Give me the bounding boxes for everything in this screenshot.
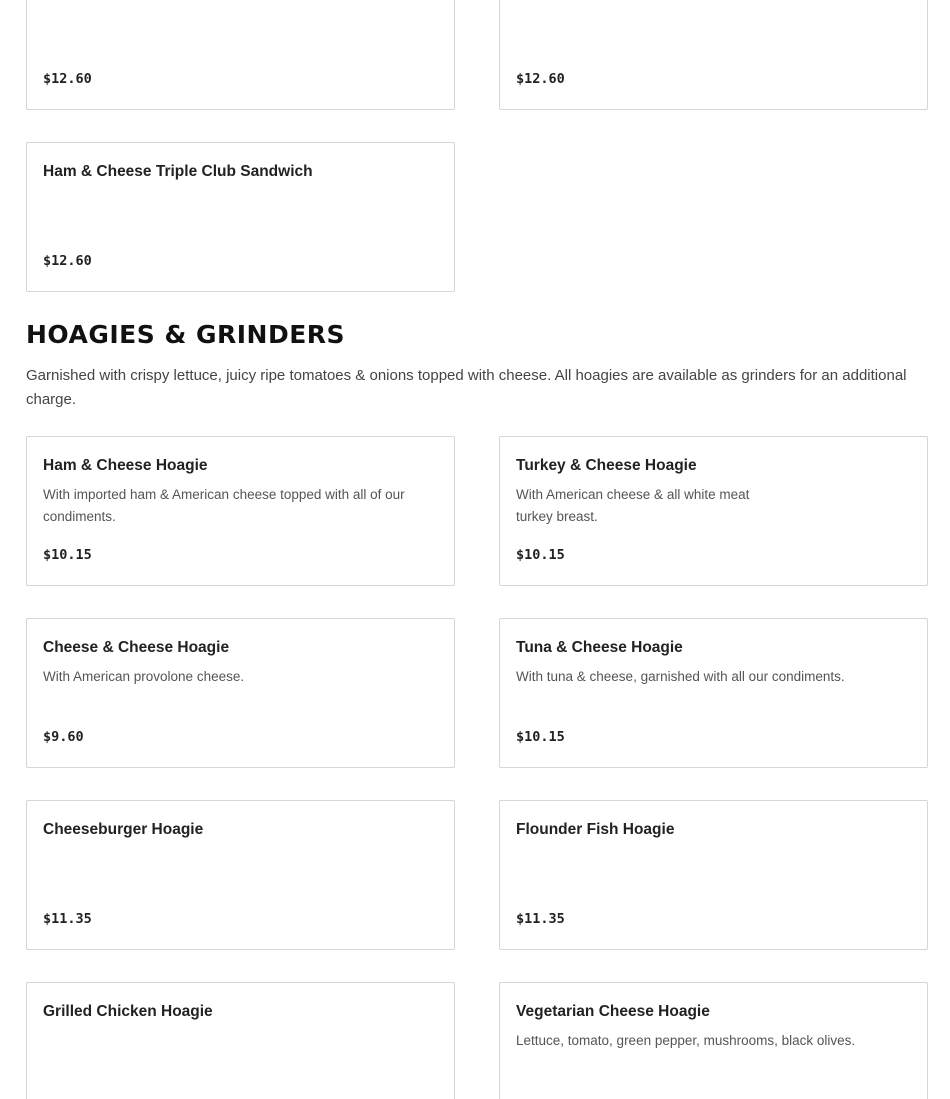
menu-item-card-turkey-cheese-hoagie[interactable] xyxy=(499,436,928,586)
menu-item-price: $10.15 xyxy=(43,547,92,563)
section-title: HOAGIES & GRINDERS xyxy=(26,320,346,349)
menu-item-price: $11.35 xyxy=(43,911,92,927)
menu-item-card-cheese-cheese-hoagie[interactable] xyxy=(26,618,455,768)
menu-item-price: $11.35 xyxy=(516,911,565,927)
menu-item-name: Tuna & Cheese Hoagie xyxy=(516,639,683,656)
menu-item-name: Vegetarian Cheese Hoagie xyxy=(516,1003,710,1020)
menu-item-name: Ham & Cheese Triple Club Sandwich xyxy=(43,163,313,180)
menu-item-description: With imported ham & American cheese topped with all of our condiments. xyxy=(43,487,405,524)
menu-item-price: $12.60 xyxy=(516,71,565,87)
menu-item-price: $10.15 xyxy=(516,729,565,745)
menu-item-card-ham-cheese-triple-club[interactable] xyxy=(26,142,455,292)
menu-item-name: Cheese & Cheese Hoagie xyxy=(43,639,230,656)
menu-item-name: Grilled Chicken Hoagie xyxy=(43,1003,213,1020)
menu-item-card-flounder-fish-hoagie[interactable] xyxy=(499,800,928,950)
menu-item-description: Lettuce, tomato, green pepper, mushrooms, black olives. xyxy=(516,1033,856,1048)
menu-item-price: $10.15 xyxy=(516,547,565,563)
menu-item-price: $12.60 xyxy=(43,71,92,87)
menu-item-card-cheeseburger-hoagie[interactable] xyxy=(26,800,455,950)
menu-item-card-ham-cheese-hoagie[interactable] xyxy=(26,436,455,586)
menu-item-card-tuna-cheese-hoagie[interactable] xyxy=(499,618,928,768)
menu-item-name: Flounder Fish Hoagie xyxy=(516,821,675,838)
section-description: Garnished with crispy lettuce, juicy ripe tomatoes & onions topped with cheese. All hoagies are available as grinders for an additional charge. xyxy=(26,367,907,408)
menu-item-card-grilled-chicken-hoagie[interactable] xyxy=(26,982,455,1099)
menu-item-price: $12.60 xyxy=(43,253,92,269)
menu-item-name: Cheeseburger Hoagie xyxy=(43,821,204,838)
menu-item-description: With American provolone cheese. xyxy=(43,669,245,684)
menu-item-card[interactable] xyxy=(26,0,455,110)
menu-item-card-vegetarian-cheese-hoagie[interactable] xyxy=(499,982,928,1099)
menu-item-card[interactable] xyxy=(499,0,928,110)
menu-item-name: Turkey & Cheese Hoagie xyxy=(516,457,697,474)
menu-item-description: With American cheese & all white meat turkey breast. xyxy=(516,487,750,524)
menu-item-price: $9.60 xyxy=(43,729,84,745)
menu-item-name: Ham & Cheese Hoagie xyxy=(43,457,208,474)
menu-item-description: With tuna & cheese, garnished with all our condiments. xyxy=(516,669,845,684)
